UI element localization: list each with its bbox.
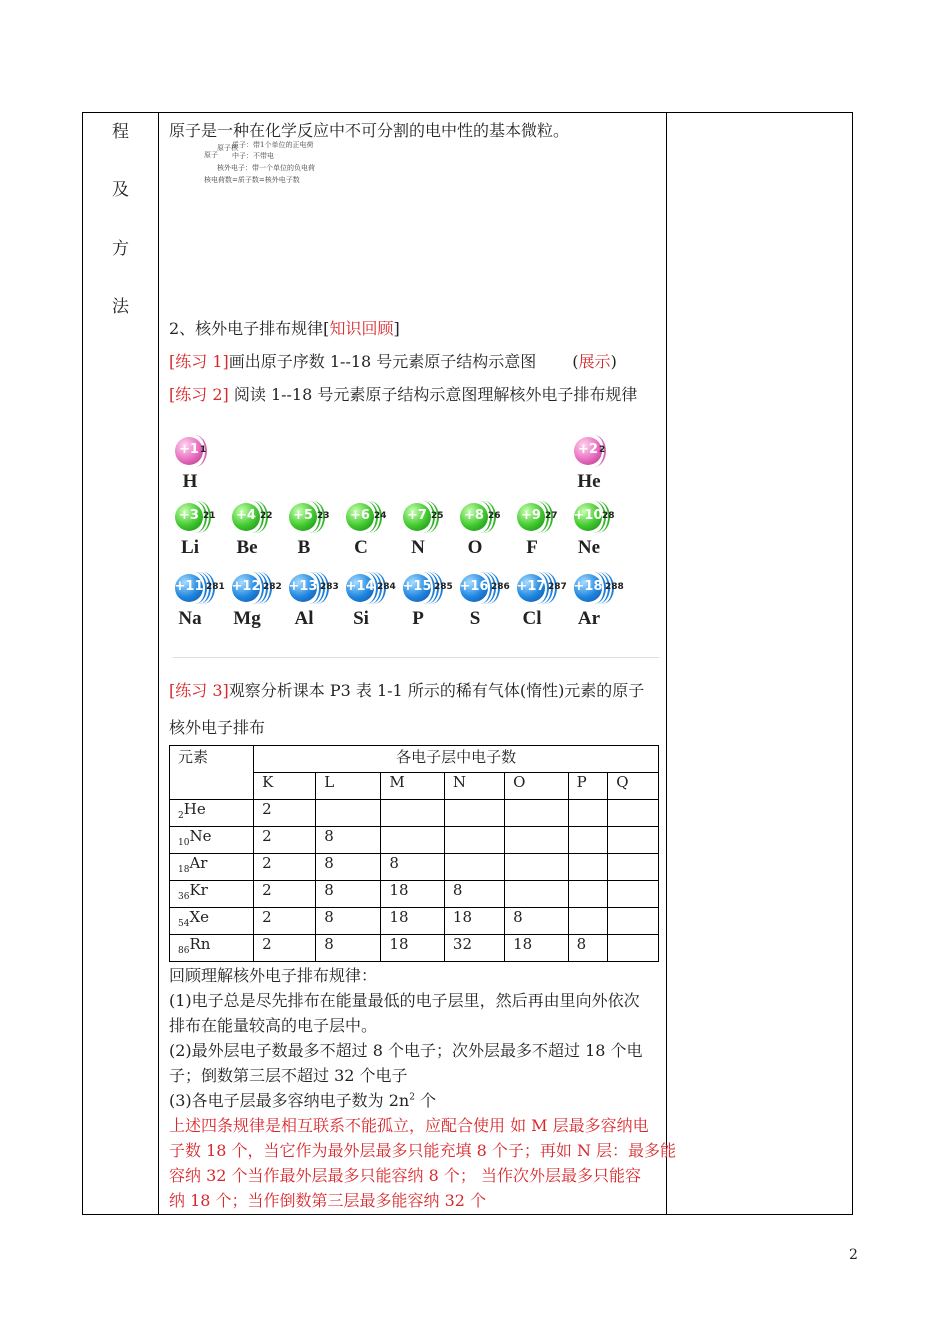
electron-count-cell [444, 800, 504, 827]
electron-count-cell: 2 [254, 881, 316, 908]
shell-electron-counts: 27 [545, 511, 558, 521]
atom-na [173, 574, 233, 638]
shell-electron-counts: 25 [431, 511, 444, 521]
table-row [170, 827, 659, 854]
electron-count-cell: 2 [254, 935, 316, 962]
element-cell: $_{18}$Ar [170, 854, 254, 881]
element-cell: $_2$He [170, 800, 254, 827]
nuclear-charge: +13 [288, 579, 318, 594]
electron-label: 核外电子：带一个单位的负电荷 [217, 164, 315, 172]
atom-al [287, 574, 347, 638]
nuclear-charge: +9 [521, 508, 541, 523]
exercise-1: [练习 1]画出原子序数 1--18 号元素原子结构示意图 (展示) [169, 352, 617, 371]
note-line: 纳 18 个；当作倒数第三层最多能容纳 32 个 [169, 1191, 487, 1210]
lesson-table [82, 112, 853, 1215]
nuclear-charge: +4 [236, 508, 256, 523]
nuclear-charge: +11 [174, 579, 204, 594]
electron-count-cell: 8 [444, 881, 504, 908]
layer-header-o: O [505, 773, 568, 800]
layer-header-q: Q [608, 773, 659, 800]
rule-2a: (2)最外层电子数最多不超过 8 个电子；次外层最多不超过 18 个电 [169, 1041, 643, 1060]
element-cell: $_{36}$Kr [170, 881, 254, 908]
nuclear-charge: +3 [179, 508, 199, 523]
element-symbol: O [467, 537, 483, 558]
column-divider [158, 113, 159, 1214]
layer-header-m: M [381, 773, 444, 800]
element-symbol: Cl [522, 608, 542, 629]
nuclear-charge: +2 [578, 442, 598, 457]
electron-count-cell: 8 [316, 881, 381, 908]
left-char: 及 [112, 180, 129, 200]
atom-li [173, 503, 233, 567]
rule-1b: 排布在能量较高的电子层中。 [169, 1016, 378, 1035]
electron-count-cell: 18 [381, 908, 444, 935]
rule-1a: (1)电子总是尽先排布在能量最低的电子层里，然后再由里向外依次 [169, 991, 640, 1010]
electron-count-cell: 18 [444, 908, 504, 935]
electron-count-cell [568, 827, 608, 854]
element-symbol: Ar [577, 608, 601, 629]
rule-3: (3)各电子层最多容纳电子数为 $2n^2$ 个 [169, 1091, 437, 1110]
element-cell: $_{54}$Xe [170, 908, 254, 935]
element-symbol: Ne [577, 537, 601, 558]
electron-count-cell: 2 [254, 800, 316, 827]
element-symbol: Al [294, 608, 314, 629]
electron-count-cell: 8 [381, 854, 444, 881]
element-symbol: C [354, 537, 368, 558]
electron-count-cell [505, 827, 568, 854]
electron-count-cell: 18 [381, 881, 444, 908]
electron-count-cell [505, 800, 568, 827]
atom-ar [572, 574, 632, 638]
atom-b [287, 503, 347, 567]
shell-electron-counts: 283 [320, 582, 339, 592]
atom-be [230, 503, 290, 567]
electron-count-cell: 18 [381, 935, 444, 962]
note-line: 子数 18 个，当它作为最外层最多只能充填 8 个子；再如 N 层：最多能 [169, 1141, 677, 1160]
shell-electron-counts: 23 [317, 511, 330, 521]
atomic-structure-chart [173, 429, 659, 658]
atom-mg [230, 574, 290, 638]
electron-count-cell [608, 908, 659, 935]
atom-s [458, 574, 518, 638]
element-symbol: H [182, 471, 198, 492]
electron-count-cell: 8 [505, 908, 568, 935]
nuclear-charge: +17 [516, 579, 546, 594]
element-symbol: Si [353, 608, 369, 629]
nuclear-charge: +10 [573, 508, 603, 523]
atom-p [401, 574, 461, 638]
exercise-2: [练习 2] 阅读 1--18 号元素原子结构示意图理解核外电子排布规律 [169, 385, 638, 404]
shell-electron-counts: 285 [434, 582, 453, 592]
intro-text: 原子是一种在化学反应中不可分割的电中性的基本微粒。 [169, 121, 570, 140]
note-line: 容纳 32 个当作最外层最多只能容纳 8 个； 当作次外层最多只能容 [169, 1166, 641, 1185]
noble-gas-table [169, 745, 659, 962]
element-symbol: Mg [233, 608, 261, 629]
exercise-3-line1: [练习 3]观察分析课本 P3 表 1-1 所示的稀有气体(惰性)元素的原子 [169, 681, 645, 700]
electron-count-cell: 2 [254, 827, 316, 854]
atom-h [173, 437, 233, 501]
neutron-label: 中子：不带电 [232, 152, 274, 160]
table-row [170, 935, 659, 962]
shell-electron-counts: 24 [374, 511, 387, 521]
electron-count-cell [568, 881, 608, 908]
electron-count-cell [608, 881, 659, 908]
element-symbol: B [297, 537, 311, 558]
electron-count-cell: 8 [316, 854, 381, 881]
nuclear-charge: +5 [293, 508, 313, 523]
atom-ne [572, 503, 632, 567]
element-symbol: F [526, 537, 538, 558]
electron-count-cell [608, 800, 659, 827]
electron-count-cell [608, 827, 659, 854]
table-row [170, 881, 659, 908]
electron-count-cell: 32 [444, 935, 504, 962]
shell-electron-counts: 284 [377, 582, 396, 592]
shell-electron-counts: 26 [488, 511, 501, 521]
electron-count-cell [316, 800, 381, 827]
electron-count-cell: 2 [254, 908, 316, 935]
shell-electron-counts: 2 [599, 445, 606, 455]
shell-electron-counts: 288 [605, 582, 624, 592]
shell-electron-counts: 28 [602, 511, 615, 521]
atom-cl [515, 574, 575, 638]
atom-c [344, 503, 404, 567]
atom-root: 原子 [204, 151, 218, 159]
shell-electron-counts: 286 [491, 582, 510, 592]
nuclear-charge: +18 [573, 579, 603, 594]
left-char: 方 [112, 239, 129, 259]
atom-he [572, 437, 632, 501]
nuclear-charge: +16 [459, 579, 489, 594]
layer-header-k: K [254, 773, 316, 800]
page-number: 2 [849, 1247, 858, 1263]
element-symbol: Na [178, 608, 202, 629]
atom-o [458, 503, 518, 567]
shell-electron-counts: 1 [200, 445, 207, 455]
shell-electron-counts: 281 [206, 582, 225, 592]
element-symbol: P [412, 608, 424, 629]
nuclear-charge: +7 [407, 508, 427, 523]
element-symbol: Be [236, 537, 258, 558]
shell-electron-counts: 22 [260, 511, 273, 521]
element-symbol: N [411, 537, 425, 558]
section-heading: 2、核外电子排布规律[知识回顾] [169, 319, 400, 338]
relation-label: 核电荷数=质子数=核外电子数 [204, 176, 300, 184]
layer-header-l: L [316, 773, 381, 800]
table-row [170, 800, 659, 827]
nuclear-charge: +12 [231, 579, 261, 594]
shell-electron-counts: 282 [263, 582, 282, 592]
note-line: 上述四条规律是相互联系不能孤立，应配合使用 如 M 层最多容纳电 [169, 1116, 649, 1135]
electron-count-cell: 8 [316, 908, 381, 935]
nuclear-charge: +6 [350, 508, 370, 523]
table-row [170, 854, 659, 881]
nuclear-charge: +14 [345, 579, 375, 594]
electron-count-cell: 2 [254, 854, 316, 881]
left-char: 程 [112, 122, 129, 142]
electron-count-cell [505, 881, 568, 908]
element-symbol: Li [181, 537, 199, 558]
layer-header-p: P [568, 773, 608, 800]
nucleus-label: 原子核 [217, 144, 238, 152]
table-header-element: 元素 [170, 746, 254, 800]
element-cell: $_{10}$Ne [170, 827, 254, 854]
electron-count-cell [568, 908, 608, 935]
shell-electron-counts: 287 [548, 582, 567, 592]
nuclear-charge: +1 [179, 442, 199, 457]
electron-count-cell: 8 [316, 935, 381, 962]
layer-header-n: N [444, 773, 504, 800]
electron-count-cell [505, 854, 568, 881]
electron-count-cell [444, 854, 504, 881]
atom-si [344, 574, 404, 638]
proton-label: 质子：带1个单位的正电荷 [232, 141, 314, 149]
shell-electron-counts: 21 [203, 511, 216, 521]
rules-title: 回顾理解核外电子排布规律： [169, 966, 378, 985]
element-symbol: He [577, 471, 601, 492]
electron-count-cell [568, 854, 608, 881]
electron-count-cell [568, 800, 608, 827]
electron-count-cell [608, 935, 659, 962]
table-header-group: 各电子层中电子数 [254, 746, 659, 773]
nuclear-charge: +15 [402, 579, 432, 594]
atom-n [401, 503, 461, 567]
nuclear-charge: +8 [464, 508, 484, 523]
atom-f [515, 503, 575, 567]
electron-count-cell [381, 800, 444, 827]
table-row [170, 908, 659, 935]
electron-count-cell: 8 [316, 827, 381, 854]
element-symbol: S [469, 608, 481, 629]
rule-2b: 子；倒数第三层不超过 32 个电子 [169, 1066, 408, 1085]
exercise-3-line2: 核外电子排布 [169, 718, 266, 737]
electron-count-cell [444, 827, 504, 854]
left-char: 法 [112, 297, 129, 317]
electron-count-cell: 8 [568, 935, 608, 962]
element-cell: $_{86}$Rn [170, 935, 254, 962]
column-divider [666, 113, 667, 1214]
electron-count-cell: 18 [505, 935, 568, 962]
electron-count-cell [608, 854, 659, 881]
electron-count-cell [381, 827, 444, 854]
